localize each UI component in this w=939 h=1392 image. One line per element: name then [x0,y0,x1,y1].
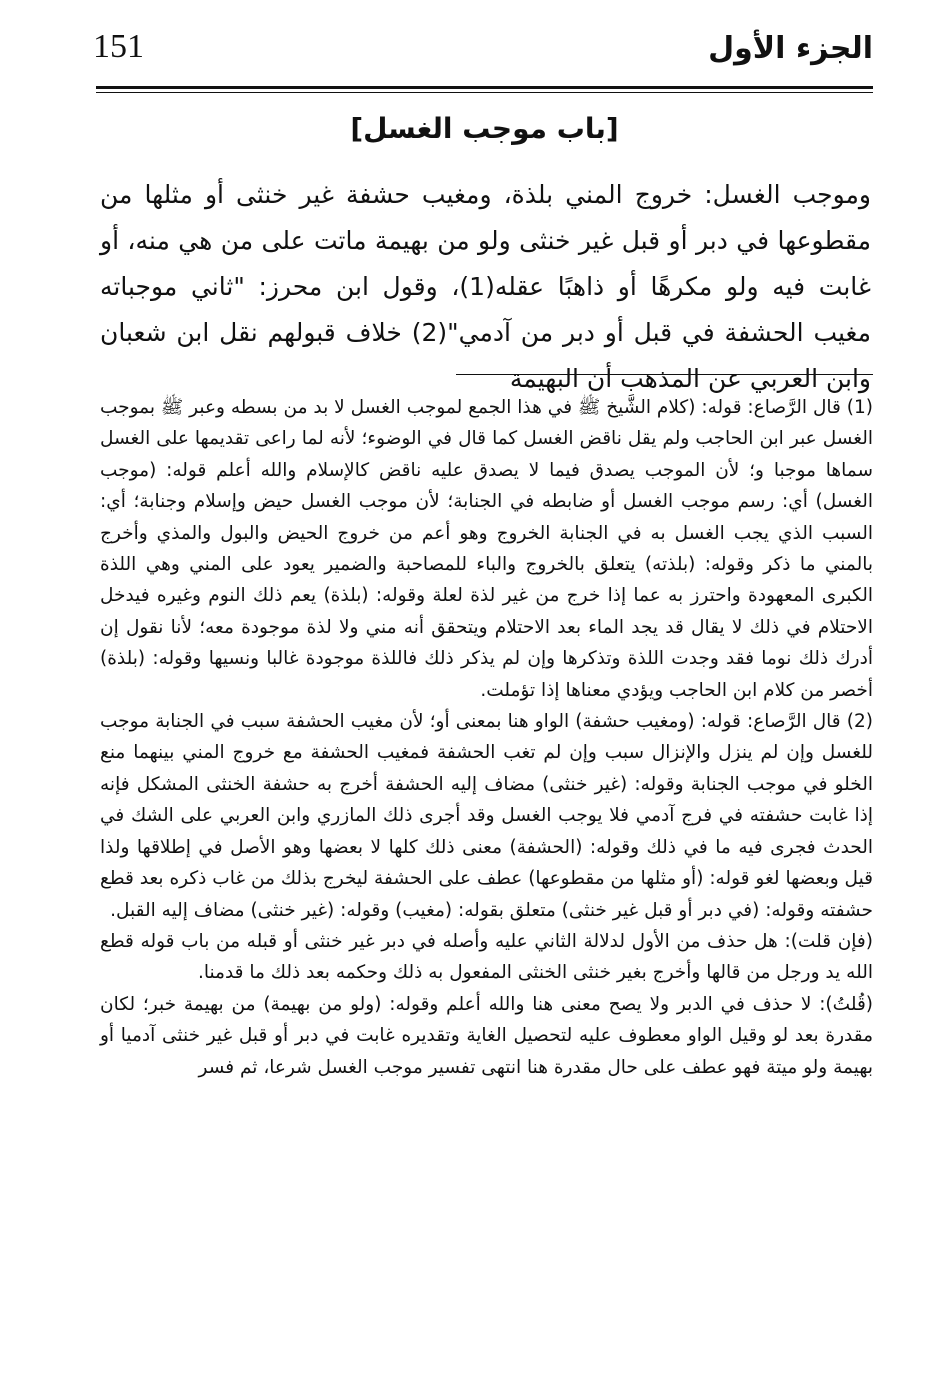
footnote-question: (فإن قلت): هل حذف من الأول لدلالة الثاني عليه وأصله في دبر غير خنثى أو قبله من باب قوله قطع الله يد ورجل من قالها وأخرج بغير خنثى الخنثى المفعول به ذلك وحكمه بعد ذلك ما قدمنا. [100,930,873,984]
footnote-2: (2) قال الرَّصاع: قوله: (ومغيب حشفة) الواو هنا بمعنى أو؛ لأن مغيب الحشفة سبب في الجنابة موجب للغسل وإن لم ينزل والإنزال سبب وإن لم تغب الحشفة فمغيب الحشفة مع خروج المني بينهما منع الخلو في موجب الجنابة وقوله: (غير خنثى) مضاف إليه الحشفة أخرج به حشفة الخنثى المشكل فإنه إذا غابت حشفته في فرج آدمي فلا يوجب الغسل وقد أجرى ذلك المازري وابن العربي على الشك في الحدث فجرى فيه ما في ذلك وقوله: (الحشفة) معنى ذلك كلها لا بعضها وهو الأصل في إطلاقها ولذا قيل وبعضها لغو قوله: (أو مثلها من مقطوعها) عطف على الحشفة ليخرج بذلك من غاب ذكره بعد قطع حشفته وقوله: (في دبر أو قبل غير خنثى) متعلق بقوله: (مغيب) وقوله: (غير خنثى) مضاف إليه القبل. [100,711,873,921]
page-number: 151 [93,28,144,65]
chapter-title: [باب موجب الغسل] [350,112,619,145]
footnote-answer: (قُلتُ): لا حذف في الدبر ولا يصح معنى هنا والله أعلم وقوله: (ولو من بهيمة) من بهيمة خبر؛ لكان مقدرة بعد لو وقيل الواو معطوف عليه لتحصيل الغاية وتقديره غابت في دبر أو قبل غير خنثى آدميا أو بهيمة ولو ميتة فهو عطف على حال مقدرة هنا انتهى تفسير موجب الغسل شرعا، ثم فسر [100,993,873,1078]
header-rule [96,86,873,93]
running-head: الجزء الأول [708,31,873,66]
footnote-1: (1) قال الرَّصاع: قوله: (كلام الشَّيخ ﷺ في هذا الجمع لموجب الغسل لا بد من بسطه وعبر ﷺ بموجب الغسل عبر ابن الحاجب ولم يقل ناقض الغسل كما قال في الوضوء؛ لأنه لما راعى تقديمها على الغسل سماها موجبا و؛ لأن الموجب يصدق فيما لا يصدق عليه ناقض كالإسلام والله أعلم قوله: (موجب الغسل) أي: رسم موجب الغسل أو ضابطه في الجنابة؛ لأن موجب الغسل حيض وإسلام وجنابة؛ أي: السبب الذي يجب الغسل به في الجنابة الخروج وهو أعم من خروج الحيض والبول والمذي وأخرج بالمني ما ذكر وقوله: (بلذته) يتعلق بالخروج والباء للمصاحبة والضمير يعود على المني وهي اللذة الكبرى المعهودة واحترز به عما إذا خرج من غير لذة لعلة وقوله: (بلذة) يعم ذلك النوم وغيره فيدخل الاحتلام في ذلك لا يقال قد يجد الماء بعد الاحتلام ويتحقق أنه مني ولا لذة موجودة معه؛ لأنا نقول إن أدرك ذلك نوما فقد وجدت اللذة وتذكرها وإن لم يذكر ذلك فاللذة موجودة غالبا ونسيها وقوله: (بلذة) أخصر من كلام ابن الحاجب ويؤدي معناها إذا تؤملت. [100,397,873,701]
footnote-separator [456,374,873,375]
main-paragraph: وموجب الغسل: خروج المني بلذة، ومغيب حشفة غير خنثى أو مثلها من مقطوعها في دبر أو قبل غير خنثى ولو من بهيمة ماتت على من هي منه، أو غابت فيه ولو مكرهًا أو ذاهبًا عقله(1)، وقول ابن محرز: "ثاني موجباته مغيب الحشفة في قبل أو دبر من آدمي"(2) خلاف قبولهم نقل ابن شعبان وابن العربي عن المذهب أن البهيمة [100,180,871,393]
footnotes-block [100,392,873,1083]
